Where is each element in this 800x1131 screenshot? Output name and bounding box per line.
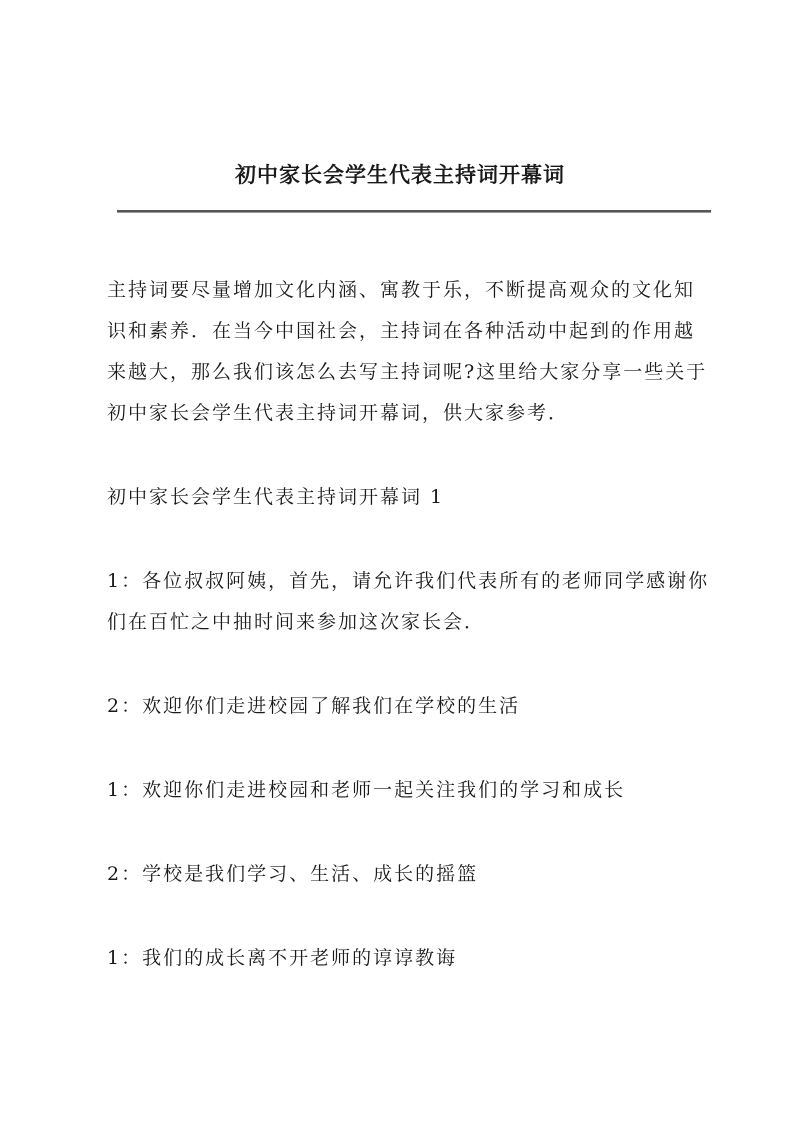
dialogue-line: 2：欢迎你们走进校园了解我们在学校的生活	[107, 695, 521, 717]
dialogue-line: 2：学校是我们学习、生活、成长的摇篮	[107, 863, 479, 885]
document-title: 初中家长会学生代表主持词开幕词	[235, 162, 565, 187]
dialogue-line: 1：各位叔叔阿姨，首先，请允许我们代表所有的老师同学感谢你们在百忙之中抽时间来参加这次家长会．	[107, 570, 710, 633]
section-heading: 初中家长会学生代表主持词开幕词 1	[107, 486, 445, 508]
document-body	[107, 270, 715, 1022]
dialogue-line: 1：欢迎你们走进校园和老师一起关注我们的学习和成长	[107, 779, 626, 801]
dialogue-line: 1：我们的成长离不开老师的谆谆教诲	[107, 947, 458, 969]
title-divider	[117, 210, 711, 213]
intro-paragraph: 主持词要尽量增加文化内涵、寓教于乐，不断提高观众的文化知识和素养．在当今中国社会，主持词在各种活动中起到的作用越来越大，那么我们该怎么去写主持词呢?这里给大家分享一些关于初中家长会学生代表主持词开幕词，供大家参考．	[107, 279, 708, 424]
